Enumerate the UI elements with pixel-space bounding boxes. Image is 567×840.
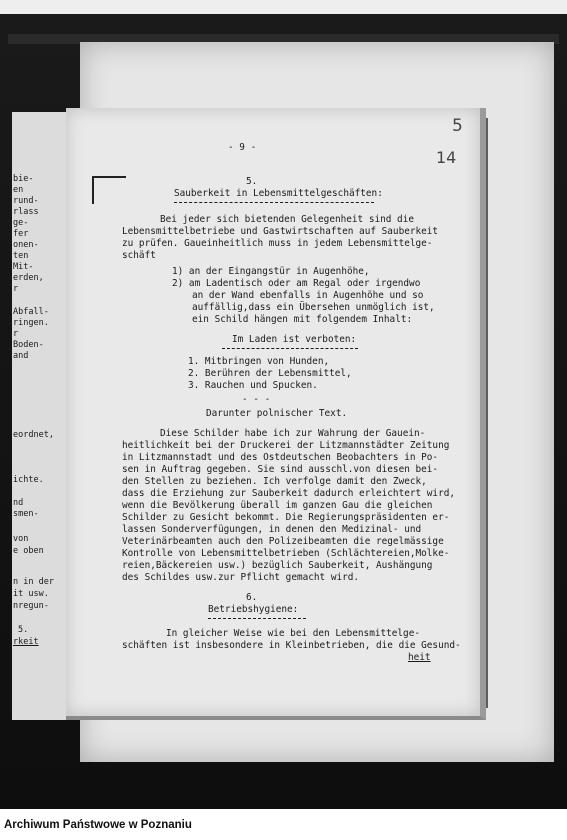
left-page-fragment	[12, 112, 72, 720]
left-line: Boden-	[13, 340, 44, 350]
left-line: Abfall-	[13, 307, 49, 317]
document-page	[66, 108, 486, 720]
list-item: ein Schild hängen mit folgendem Inhalt:	[192, 314, 413, 325]
left-line: rund-	[13, 196, 39, 206]
page-number: - 9 -	[228, 142, 257, 153]
paragraph-line: heit	[408, 652, 431, 663]
paragraph-line: sen in Auftrag gegeben. Sie sind ausschl.von diesen bei-	[122, 464, 439, 475]
list-item: auffällig,dass ein Übersehen unmöglich ist,	[192, 302, 435, 313]
paragraph-line: in Litzmannstadt und des Ostdeutschen Beobachters in Po-	[122, 452, 439, 463]
left-line: 5.	[18, 625, 29, 635]
sign-title: Im Laden ist verboten:	[232, 334, 357, 345]
left-line: ten	[13, 251, 29, 261]
left-line: eordnet,	[13, 430, 54, 440]
paragraph-line: den Stellen zu beziehen. Ich verfolge damit den Zweck,	[122, 476, 427, 487]
paragraph-line: Diese Schilder habe ich zur Wahrung der Gauein-	[160, 428, 426, 439]
list-item: an der Wand ebenfalls in Augenhöhe und so	[192, 290, 424, 301]
left-line: r	[13, 329, 19, 339]
left-line: ge-	[13, 218, 29, 228]
paragraph-line: des Schildes usw.zur Pflicht gemacht wird.	[122, 572, 360, 583]
left-line: Mit-	[13, 262, 34, 272]
polish-text-note: Darunter polnischer Text.	[206, 408, 348, 419]
left-line: rkeit	[13, 637, 39, 647]
handwritten-page-mark: 5	[452, 116, 463, 136]
section-5-title: Sauberkeit in Lebensmittelgeschäften:	[174, 188, 383, 199]
left-line: and	[13, 351, 29, 361]
paragraph-line: Kontrolle von Lebensmittelbetrieben (Schlächtereien,Molke-	[122, 548, 450, 559]
section-6-number: 6.	[246, 592, 258, 603]
paragraph-line: schäft	[122, 250, 156, 261]
paragraph-line: Veterinärbeamten auch den Polizeibeamten die regelmässige	[122, 536, 444, 547]
footer-bar	[0, 809, 567, 840]
paragraph-line: wenn die Bevölkerung überall im ganzen Gau die gleichen	[122, 500, 433, 511]
left-line: ichte.	[13, 475, 44, 485]
left-line: onen-	[13, 240, 39, 250]
left-line: smen-	[13, 509, 39, 519]
left-line: erden,	[13, 273, 44, 283]
left-line: fer	[13, 229, 29, 239]
left-line: it usw.	[13, 589, 49, 599]
paragraph-line: lassen Sonderverfügungen, in denen den Medizinal- und	[122, 524, 422, 535]
section-6-title-underline	[208, 618, 306, 619]
sign-item: 2. Berühren der Lebensmittel,	[188, 368, 352, 379]
handwritten-folio-number: 14	[436, 148, 457, 167]
paragraph-line: Schilder zu Gesicht bekommt. Die Regierungspräsidenten er-	[122, 512, 450, 523]
left-line: bie-	[13, 174, 34, 184]
paragraph-line: schäften ist insbesondere in Kleinbetrieben, die die Gesund-	[122, 640, 461, 651]
margin-bracket	[92, 176, 126, 204]
list-item: 2) am Ladentisch oder am Regal oder irgendwo	[172, 278, 421, 289]
left-line: n in der	[13, 577, 54, 587]
paragraph-line: dass die Erziehung zur Sauberkeit dadurch erleichtert wird,	[122, 488, 456, 499]
paragraph-line: Lebensmittelbetriebe und Gastwirtschaften auf Sauberkeit	[122, 226, 439, 237]
sign-item: 3. Rauchen und Spucken.	[188, 380, 318, 391]
sign-title-underline	[222, 348, 358, 349]
sign-item: 1. Mitbringen von Hunden,	[188, 356, 330, 367]
list-item: 1) an der Eingangstür in Augenhöhe,	[172, 266, 370, 277]
left-line: von	[13, 534, 29, 544]
top-strip	[0, 0, 567, 14]
left-line: e oben	[13, 546, 44, 556]
left-line: r	[13, 284, 19, 294]
paragraph-line: zu prüfen. Gaueinheitlich muss in jedem Lebensmittelge-	[122, 238, 433, 249]
section-5-title-underline	[174, 202, 374, 203]
left-line: nregun-	[13, 601, 49, 611]
archive-name: Archiwum Państwowe w Poznaniu	[4, 819, 192, 831]
left-line: ringen.	[13, 318, 49, 328]
left-line: en	[13, 185, 24, 195]
paragraph-line: Bei jeder sich bietenden Gelegenheit sind die	[160, 214, 414, 225]
paragraph-line: reien,Bäckereien usw.) bezüglich Sauberkeit, Aushängung	[122, 560, 433, 571]
left-line: nd	[13, 498, 24, 508]
paragraph-line: heitlichkeit bei der Druckerei der Litzmannstädter Zeitung	[122, 440, 450, 451]
section-5-number: 5.	[246, 176, 258, 187]
section-6-title: Betriebshygiene:	[208, 604, 299, 615]
left-line: rlass	[13, 207, 39, 217]
paragraph-line: In gleicher Weise wie bei den Lebensmittelge-	[166, 628, 420, 639]
separator: - - -	[242, 394, 271, 405]
